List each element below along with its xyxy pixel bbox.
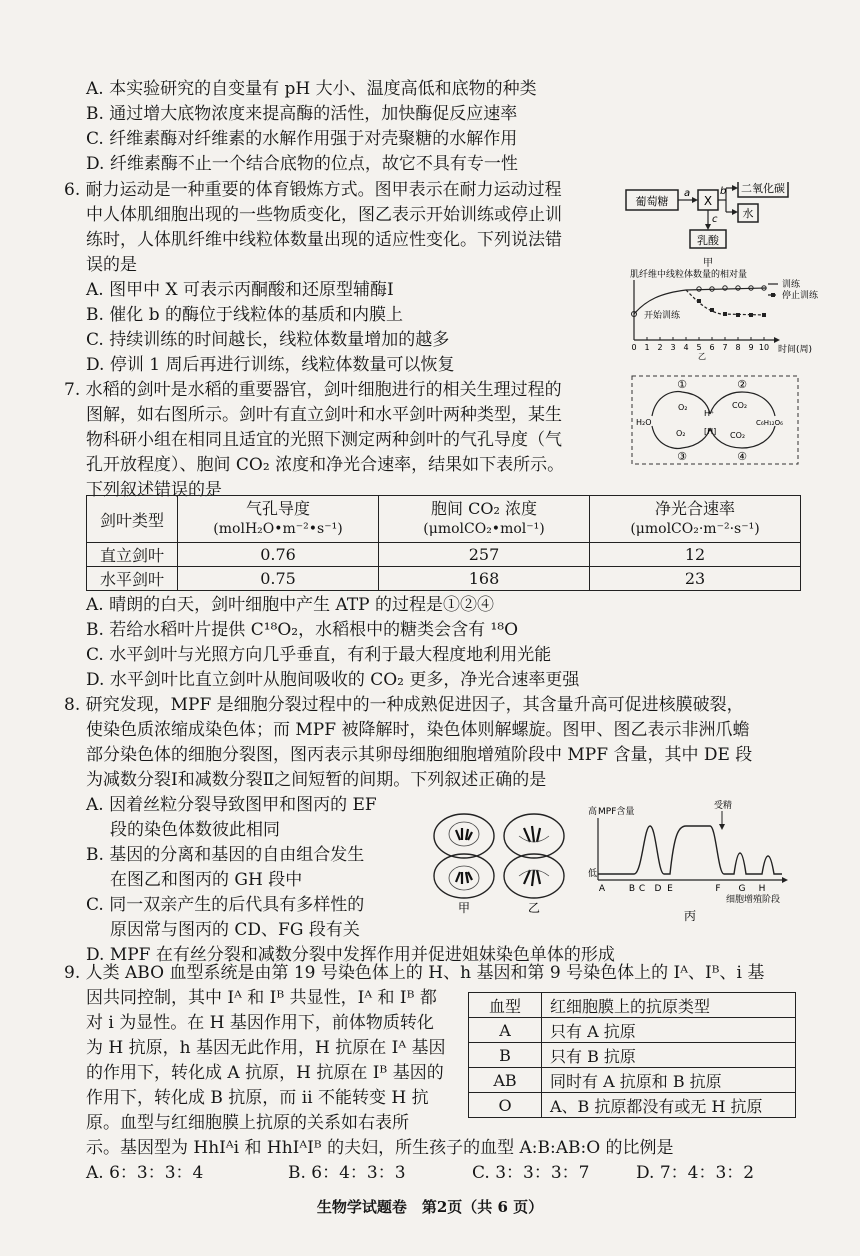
h2o-label: H₂O (636, 418, 652, 427)
table-cell: 只有 A 抗原 (542, 1018, 796, 1043)
q5-option-c: C. 纤维素酶对纤维素的水解作用强于对壳聚糖的水解作用 (86, 129, 518, 149)
fig-jia-caption: 甲 (703, 258, 713, 269)
q8-figure-bing (586, 796, 796, 926)
table-cell: B (469, 1043, 542, 1068)
q9-stem-line: 9. 人类 ABO 血型系统是由第 19 号染色体上的 H、h 基因和第 9 号染色体上的 Iᴬ、Iᴮ、i 基 (64, 963, 765, 983)
table-cell: 12 (590, 543, 801, 567)
fig-yi-xlabel: 时间(周) (778, 345, 813, 355)
q8-stem-line: 8. 研究发现，MPF 是细胞分裂过程中的一种成熟促进因子，其含量升高可促进核膜破裂， (64, 695, 744, 715)
cell-jia-caption: 甲 (457, 901, 471, 915)
q7-option-a: A. 晴朗的白天，剑叶细胞中产生 ATP 的过程是①②④ (86, 595, 495, 615)
q9-stem-line: 的作用下，转化成 A 抗原，H 抗原在 Iᴮ 基因的 (86, 1063, 444, 1083)
table-cell: 水平剑叶 (87, 567, 178, 591)
stage-point-label: A (598, 884, 606, 894)
table-cell: 257 (379, 543, 590, 567)
co2-label: 二氧化碳 (741, 182, 785, 195)
q6-figure-jia (622, 182, 792, 272)
table-header: 剑叶类型 (87, 496, 178, 543)
q9-option-d: D. 7：4：3：2 (636, 1163, 755, 1183)
stop-point (723, 312, 727, 316)
stage-point-label: F (715, 884, 721, 894)
x-tick-label: 9 (748, 343, 754, 352)
q6-option-c: C. 持续训练的时间越长，线粒体数量增加的越多 (86, 330, 450, 350)
table-cell: O (469, 1093, 542, 1118)
stage-point-label: C (638, 884, 646, 894)
q6-figure-yi (626, 266, 822, 360)
cell-yi-caption: 乙 (527, 901, 541, 915)
q6-stem-line: 6. 耐力运动是一种重要的体育锻炼方式。图甲表示在耐力运动过程 (64, 180, 562, 200)
q8-stem-line: 部分染色体的细胞分裂图，图丙表示其卵母细胞细胞增殖阶段中 MPF 含量，其中 DE 段 (86, 745, 753, 765)
arrow-b-label: b (720, 186, 727, 197)
q8-stem-line: 使染色质浓缩成染色体；而 MPF 被降解时，染色体则解螺旋。图甲、图乙表示非洲爪蟾 (86, 720, 750, 740)
arrow-a-label: a (684, 188, 691, 199)
table-header: 净光合速率 (μmolCO₂·m⁻²·s⁻¹) (590, 496, 801, 543)
q6-option-a: A. 图甲中 X 可表示丙酮酸和还原型辅酶Ⅰ (86, 280, 394, 300)
q8-stem-line: 为减数分裂Ⅰ和减数分裂Ⅱ之间短暂的间期。下列叙述正确的是 (86, 770, 547, 790)
x-tick-label: 6 (709, 343, 715, 352)
table-cell: 168 (379, 567, 590, 591)
glucose-label: 葡萄糖 (635, 195, 669, 208)
q8-option-b-cont: 在图乙和图丙的 GH 段中 (110, 870, 303, 890)
q5-option-a: A. 本实验研究的自变量有 pH 大小、温度高低和底物的种类 (86, 79, 537, 99)
table-row (469, 1068, 796, 1093)
x-tick-label: 10 (758, 343, 770, 352)
table-row (469, 1043, 796, 1068)
co2-bottom-label: CO₂ (730, 431, 746, 440)
co2-top-label: CO₂ (732, 401, 748, 410)
q9-stem-line: 示。基因型为 HhIᴬi 和 HhIᴬIᴮ 的夫妇，所生孩子的血型 A:B:AB:O 的比例是 (86, 1138, 674, 1158)
q9-stem-line: 作用下，转化成 B 抗原，而 ii 不能转变 H 抗 (86, 1088, 429, 1108)
q5-option-b: B. 通过增大底物浓度来提高酶的活性，加快酶促反应速率 (86, 104, 518, 124)
table-header: 气孔导度 (molH₂O•m⁻²•s⁻¹) (178, 496, 379, 543)
stage-point-label: G (738, 884, 746, 894)
q7-option-b: B. 若给水稻叶片提供 C¹⁸O₂，水稻根中的糖类会含有 ¹⁸O (86, 620, 519, 640)
legend-stop: 停止训练 (782, 291, 819, 301)
glucose-formula-label: C₆H₁₂O₆ (756, 419, 783, 427)
q7-process-figure (630, 374, 800, 466)
q9-stem-line: 原。血型与红细胞膜上抗原的关系如右表所 (86, 1113, 409, 1133)
q8-option-b: B. 基因的分离和基因的自由组合发生 (86, 845, 365, 865)
process-1-label: ① (677, 378, 687, 391)
train-point (697, 287, 701, 291)
cell-jia (434, 814, 494, 898)
table-cell: 直立剑叶 (87, 543, 178, 567)
water-label: 水 (742, 207, 754, 220)
q9-blood-type-table (468, 992, 796, 1118)
q8-option-d: D. MPF 在有丝分裂和减数分裂中发挥作用并促进姐妹染色单体的形成 (86, 945, 615, 965)
q8-option-c: C. 同一双亲产生的后代具有多样性的 (86, 895, 365, 915)
stage-point-label: B (628, 884, 636, 894)
o2-top-label: O₂ (678, 403, 688, 412)
x-tick-label: 8 (735, 343, 741, 352)
q8-option-a-cont: 段的染色体数彼此相同 (110, 820, 280, 840)
stage-point-label: D (654, 884, 662, 894)
x-label: X (703, 194, 713, 208)
process-2-label: ② (737, 378, 747, 391)
q8-option-a: A. 因着丝粒分裂导致图甲和图丙的 EF (86, 795, 377, 815)
q9-option-b: B. 6：4：3：3 (288, 1163, 406, 1183)
table-cell: AB (469, 1068, 542, 1093)
fig-bing-caption: 丙 (683, 909, 697, 923)
q8-option-c-cont: 原因常与图丙的 CD、FG 段有关 (110, 920, 360, 940)
q9-stem-line: 因共同控制，其中 Iᴬ 和 Iᴮ 共显性，Iᴬ 和 Iᴮ 都 (86, 988, 437, 1008)
x-tick-label: 1 (644, 343, 650, 352)
process-3-label: ③ (677, 450, 687, 463)
table-header: 红细胞膜上的抗原类型 (542, 993, 796, 1018)
table-row (469, 1093, 796, 1118)
cell-yi (504, 814, 564, 898)
page-footer: 生物学试题卷 第2页（共 6 页） (316, 1198, 544, 1216)
fig-yi-ylabel: 肌纤维中线粒体数量的相对量 (630, 270, 748, 280)
lactic-label: 乳酸 (697, 234, 719, 247)
table-header: 血型 (469, 993, 542, 1018)
q6-option-d: D. 停训 1 周后再进行训练，线粒体数量可以恢复 (86, 355, 455, 375)
fig-yi-caption: 乙 (698, 352, 706, 360)
stop-point (736, 313, 740, 317)
x-tick-label: 7 (722, 343, 728, 352)
x-tick-label: 3 (670, 343, 676, 352)
table-row (469, 1018, 796, 1043)
o2-bottom-label: O₂ (676, 429, 686, 438)
train-point (736, 286, 740, 290)
table-row (87, 543, 801, 567)
legend-train: 训练 (782, 280, 801, 290)
q9-stem-line: 对 i 为显性。在 H 基因作用下，前体物质转化 (86, 1013, 434, 1033)
q7-stem-line: 下列叙述错误的是 (86, 480, 222, 500)
q9-option-c: C. 3：3：3：7 (472, 1163, 590, 1183)
q9-stem-line: 为 H 抗原，h 基因无此作用，H 抗原在 Iᴬ 基因 (86, 1038, 446, 1058)
x-tick-label: 4 (683, 343, 689, 352)
table-cell: A、B 抗原都没有或无 H 抗原 (542, 1093, 796, 1118)
q7-option-d: D. 水平剑叶比直立剑叶从胞间吸收的 CO₂ 更多，净光合速率更强 (86, 670, 580, 690)
fertilization-label: 受精 (714, 801, 733, 811)
q7-stem-line: 孔开放程度）、胞间 CO₂ 浓度和净光合速率，结果如下表所示。 (86, 455, 565, 475)
q5-option-d: D. 纤维素酶不止一个结合底物的位点，故它不具有专一性 (86, 154, 518, 174)
table-cell: 同时有 A 抗原和 B 抗原 (542, 1068, 796, 1093)
q6-option-b: B. 催化 b 的酶位于线粒体的基质和内膜上 (86, 305, 403, 325)
q6-stem-line: 误的是 (86, 255, 137, 275)
high-label: 高 (588, 807, 598, 817)
q6-stem-line: 练时，人体肌纤维中线粒体数量出现的适应性变化。下列说法错 (86, 230, 562, 250)
process-4-label: ④ (737, 450, 747, 463)
table-row (87, 567, 801, 591)
stop-point (697, 299, 701, 303)
table-cell: 0.75 (178, 567, 379, 591)
q7-stem-line: 7. 水稻的剑叶是水稻的重要器官，剑叶细胞进行的相关生理过程的 (64, 380, 562, 400)
arrow-c-label: c (712, 214, 718, 225)
start-training-label: 开始训练 (644, 311, 681, 321)
q7-data-table (86, 495, 801, 591)
stage-xlabel: 细胞增殖阶段 (726, 895, 781, 905)
q7-stem-line: 物科研小组在相同且适宜的光照下测定两种剑叶的气孔导度（气 (86, 430, 562, 450)
stage-point-label: E (667, 884, 673, 894)
stop-point (749, 313, 753, 317)
q8-cell-figures (424, 808, 580, 916)
q9-option-a: A. 6：3：3：4 (86, 1163, 204, 1183)
x-tick-label: 2 (657, 343, 663, 352)
x-tick-label: 0 (631, 343, 637, 352)
table-cell: 0.76 (178, 543, 379, 567)
mpf-ylabel: MPF含量 (598, 807, 635, 817)
q7-stem-line: 图解，如右图所示。剑叶有直立剑叶和水平剑叶两种类型，某生 (86, 405, 562, 425)
q6-stem-line: 中人体肌细胞出现的一些物质变化，图乙表示开始训练或停止训 (86, 205, 562, 225)
stage-point-label: H (758, 884, 766, 894)
table-header: 胞间 CO₂ 浓度 (μmolCO₂•mol⁻¹) (379, 496, 590, 543)
x-tick-label: 5 (696, 343, 702, 352)
table-cell: 23 (590, 567, 801, 591)
low-label: 低 (588, 869, 598, 879)
table-cell: 只有 B 抗原 (542, 1043, 796, 1068)
h-top-label: H⁺ (704, 409, 715, 418)
stop-point (710, 308, 714, 312)
table-cell: A (469, 1018, 542, 1043)
q7-option-c: C. 水平剑叶与光照方向几乎垂直，有利于最大程度地利用光能 (86, 645, 552, 665)
h-bottom-label: [H] (704, 427, 717, 436)
stop-point (762, 313, 766, 317)
